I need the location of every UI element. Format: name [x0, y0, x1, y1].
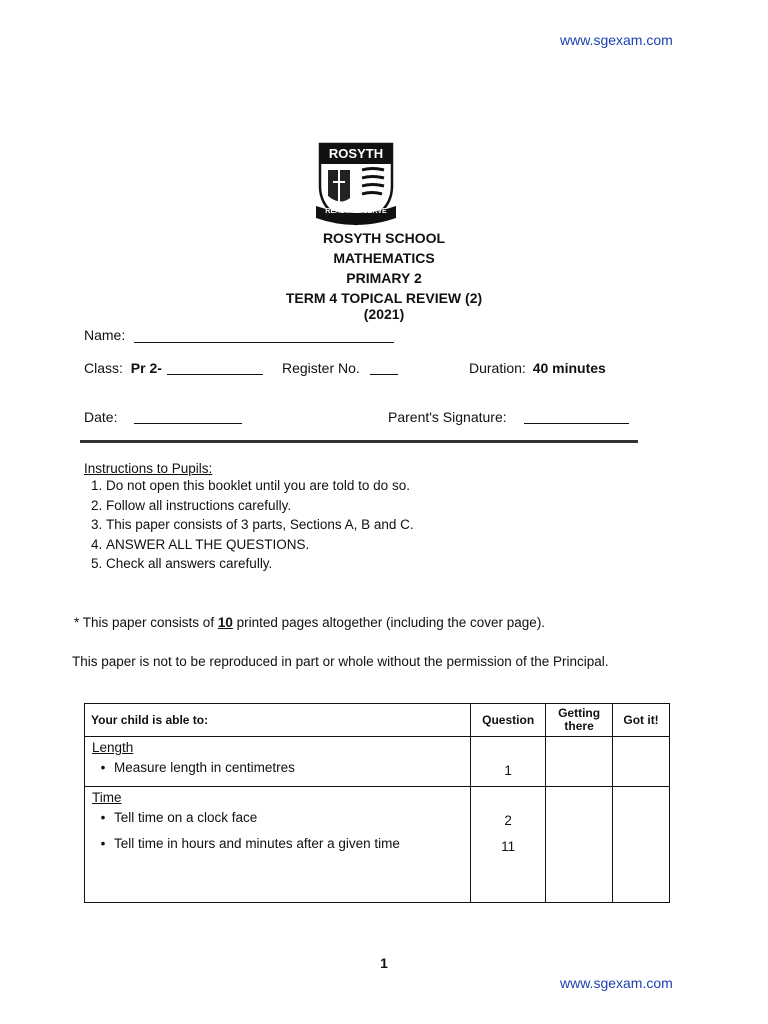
question-number: 11 [501, 839, 516, 854]
table-row [85, 737, 670, 787]
class-value: Pr 2- [130, 360, 162, 376]
duration-label-text: Duration: [469, 360, 526, 376]
getting-there-cell[interactable] [546, 737, 613, 787]
school-crest-logo [314, 140, 398, 228]
copyright-note: This paper is not to be reproduced in part or whole without the permission of the Principal. [72, 654, 609, 669]
question-cell [471, 787, 546, 903]
topic-length: Length [92, 740, 134, 755]
instructions-title: Instructions to Pupils: [84, 461, 213, 476]
instruction-item: 2. Follow all instructions carefully. [106, 496, 684, 516]
crest-banner-text: ROSYTH [328, 146, 384, 161]
instructions-list [84, 476, 684, 574]
question-cell [471, 737, 546, 787]
duration-label [469, 360, 606, 376]
pages-note [74, 615, 545, 630]
skill-item: • Measure length in centimetres [86, 755, 469, 781]
signature-blank[interactable] [524, 423, 629, 424]
name-label: Name: [84, 327, 126, 343]
crest-motto-text: READY TO SERVE [325, 208, 387, 215]
date-label: Date: [84, 409, 118, 425]
skill-cell [85, 787, 471, 903]
table-row [85, 787, 670, 903]
exam-title: TERM 4 TOPICAL REVIEW (2) [285, 290, 483, 306]
instruction-item: 4. ANSWER ALL THE QUESTIONS. [106, 535, 684, 555]
instruction-item: 1. Do not open this booklet until you are told to do so. [106, 476, 684, 496]
date-blank[interactable] [134, 423, 242, 424]
getting-there-cell[interactable] [546, 787, 613, 903]
watermark-link-bottom[interactable]: www.sgexam.com [560, 975, 673, 991]
exam-year: (2021) [363, 306, 405, 322]
skill-item: • Tell time in hours and minutes after a given time [86, 831, 469, 857]
signature-label: Parent's Signature: [388, 409, 507, 425]
class-blank[interactable] [167, 374, 263, 375]
separator-rule [80, 440, 638, 443]
register-label: Register No. [282, 360, 360, 376]
level-title: PRIMARY 2 [346, 270, 422, 286]
pages-note-suffix: printed pages altogether (including the cover page). [232, 615, 546, 630]
skill-cell [85, 737, 471, 787]
header-getting-there: Getting there [546, 704, 613, 737]
instructions-block [84, 461, 684, 574]
class-label-text: Class: [84, 360, 123, 376]
question-number: 1 [504, 763, 512, 778]
register-blank[interactable] [370, 374, 398, 375]
header-skill: Your child is able to: [85, 704, 471, 737]
table-header-row [85, 704, 670, 737]
instruction-item: 3. This paper consists of 3 parts, Sections A, B and C. [106, 515, 684, 535]
class-label [84, 360, 162, 376]
duration-value: 40 minutes [532, 360, 606, 376]
school-name: ROSYTH SCHOOL [322, 230, 446, 246]
got-it-cell[interactable] [613, 787, 670, 903]
watermark-link-top[interactable]: www.sgexam.com [560, 32, 673, 48]
subject-title: MATHEMATICS [333, 250, 435, 266]
pages-count: 10 [217, 615, 233, 630]
page-number: 1 [380, 955, 388, 971]
name-blank[interactable] [134, 342, 394, 343]
pages-note-prefix: * This paper consists of [74, 615, 218, 630]
question-number: 2 [504, 813, 512, 828]
topic-time: Time [92, 790, 122, 805]
skill-item: • Tell time on a clock face [86, 805, 469, 831]
got-it-cell[interactable] [613, 737, 670, 787]
skills-table [84, 703, 670, 903]
instruction-item: 5. Check all answers carefully. [106, 554, 684, 574]
header-question: Question [471, 704, 546, 737]
header-got-it: Got it! [613, 704, 670, 737]
